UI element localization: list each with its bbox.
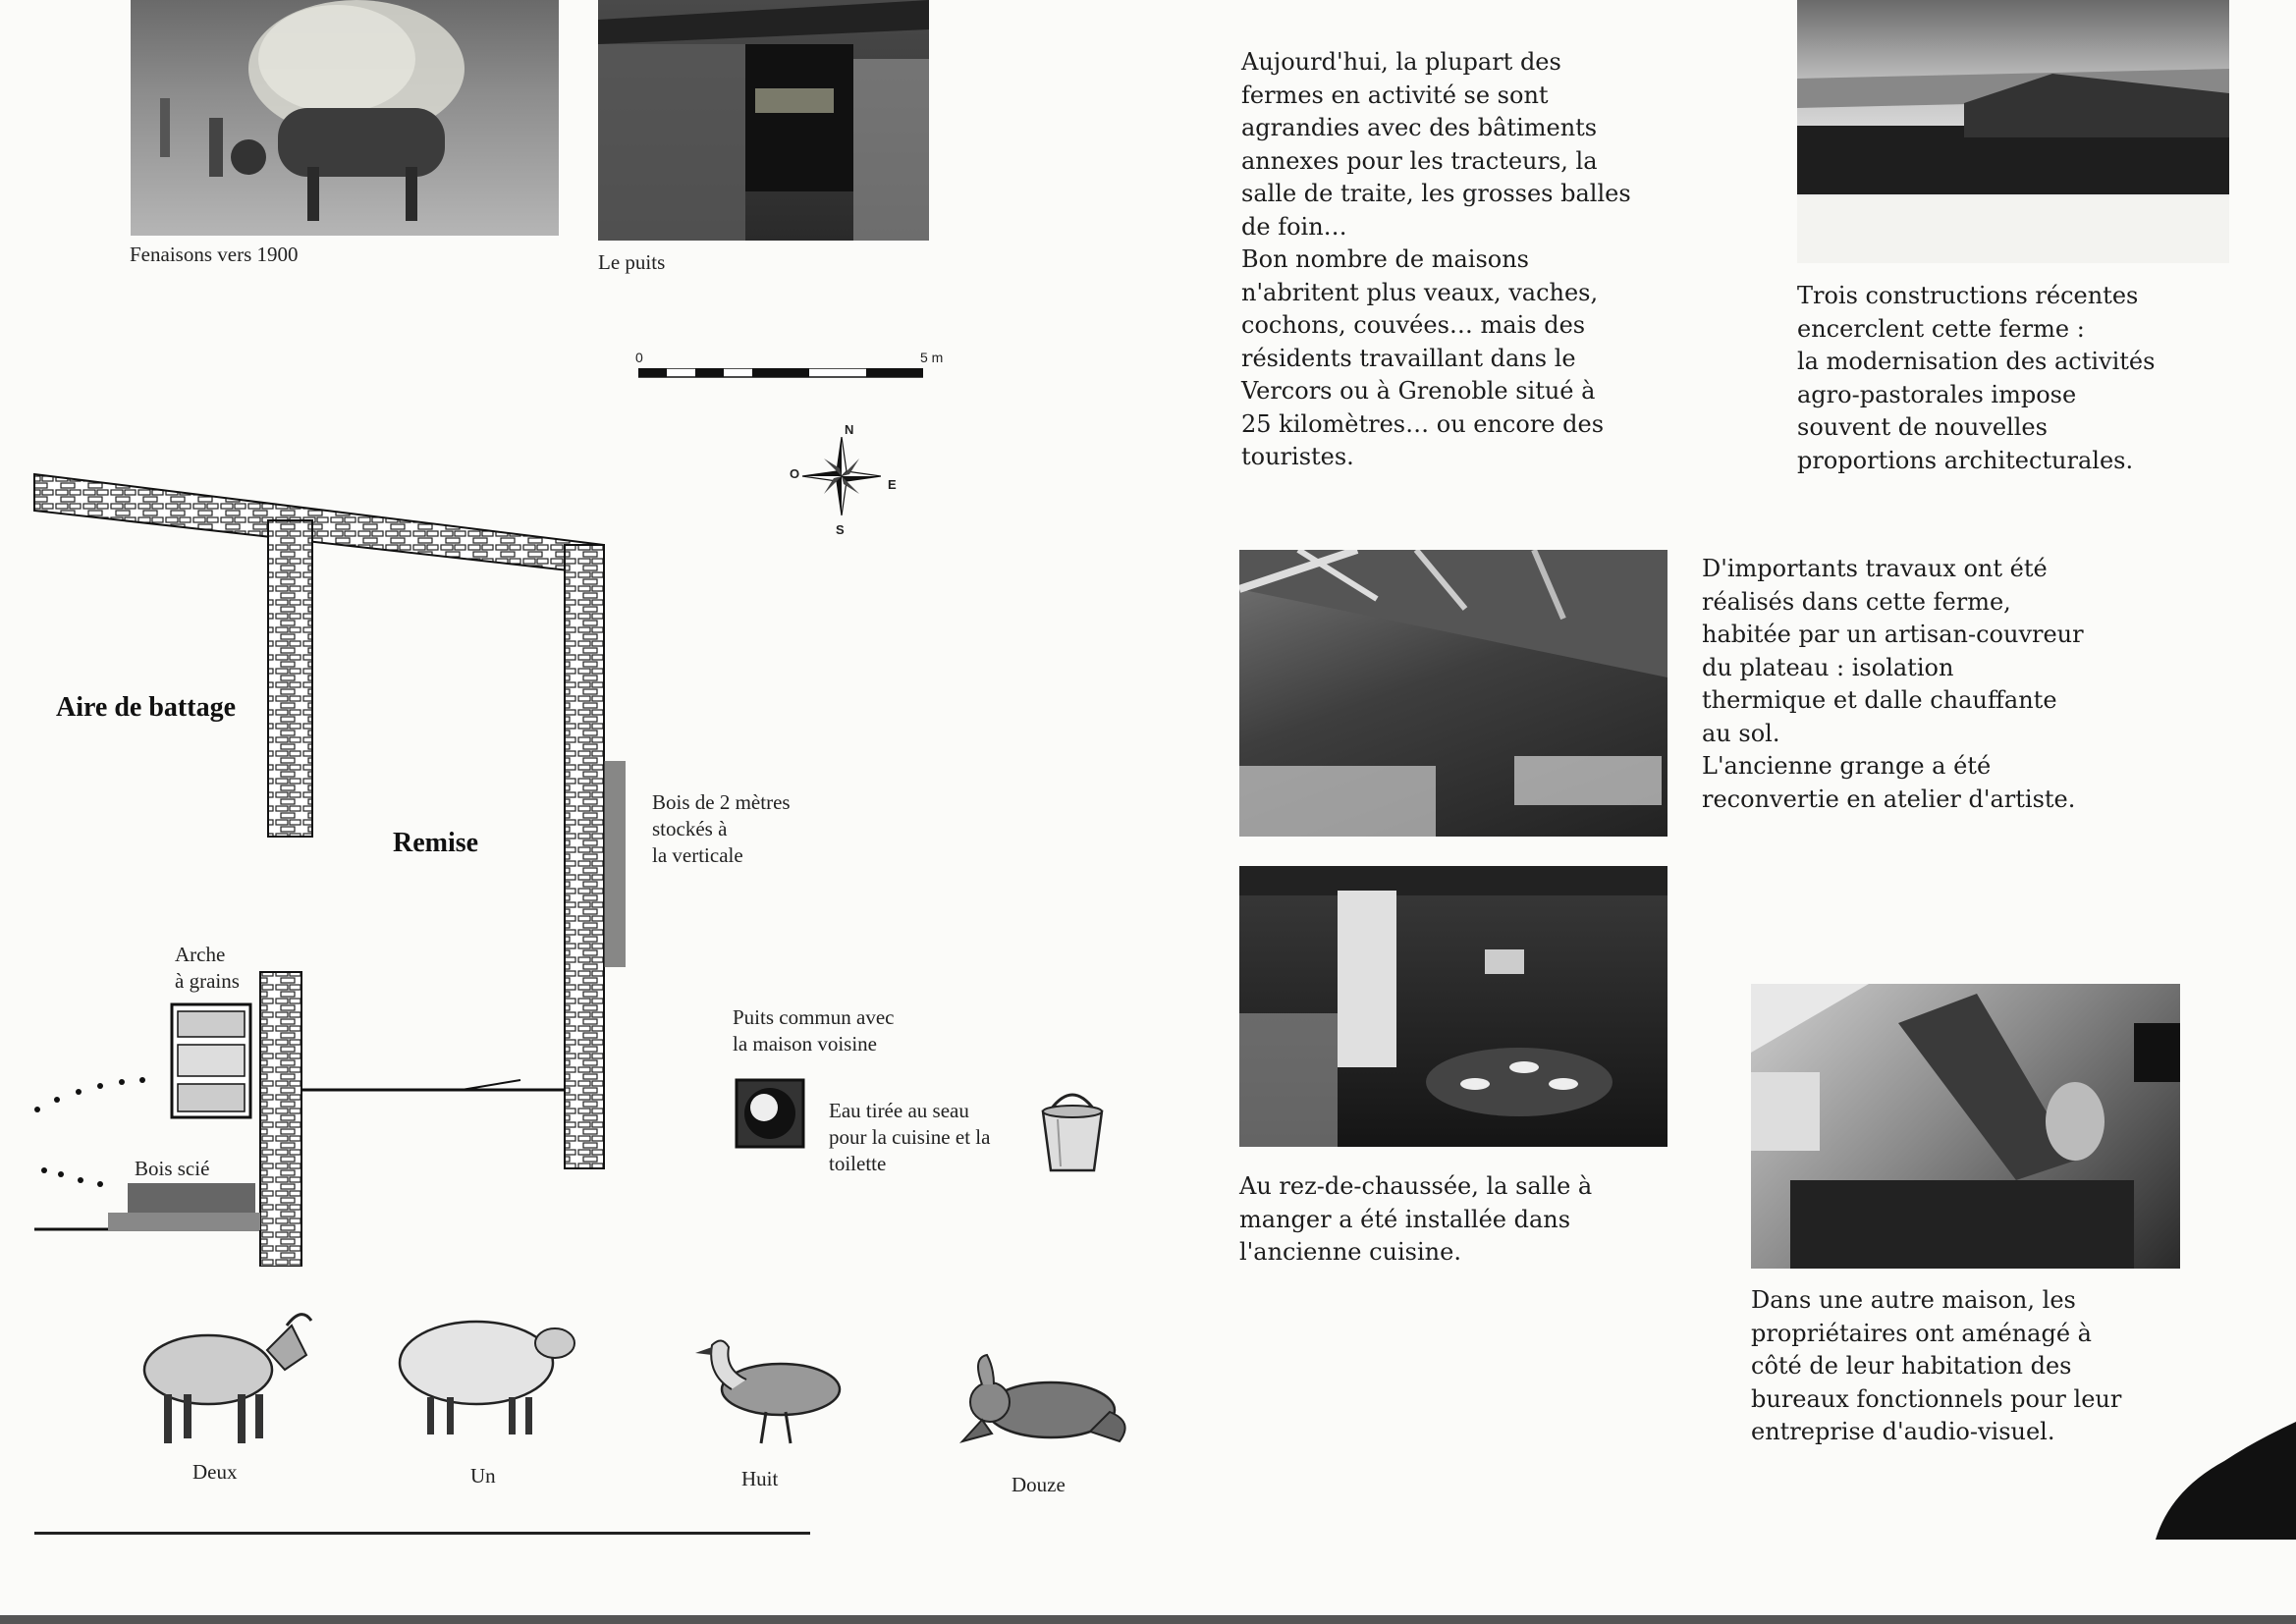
- workshop-photo: [1239, 550, 1667, 837]
- shed-label: Remise: [393, 828, 479, 858]
- text-dining: Au rez-de-chaussée, la salle à manger a été installée dans l'ancienne cuisine.: [1239, 1172, 1593, 1266]
- haymaking-caption: Fenaisons vers 1900: [130, 243, 299, 266]
- text-today: Aujourd'hui, la plupart des fermes en activité se sont agrandies avec des bâtiments annexes pour les tracteurs, la salle de traite, les grosses balles de foin… Bon nombre de maisons n'abritent plus veaux, vaches, cochons, couvées… mais des résidents travaillant dans le Vercors ou à Grenoble situé à 25 kilomètres… ou encore des touristes.: [1241, 48, 1631, 470]
- bottom-rule: [34, 1532, 810, 1535]
- compass-south: S: [836, 522, 845, 537]
- haymaking-photo: [131, 0, 559, 236]
- rabbit-count: Douze: [1011, 1473, 1066, 1496]
- scale-start-label: 0: [635, 350, 643, 365]
- page-corner-shadow: [2156, 1422, 2296, 1540]
- common-well-label: Puits commun avec la maison voisine: [733, 1005, 895, 1056]
- scale-bar: [638, 368, 923, 378]
- grain-chest-label: Arche à grains: [175, 943, 240, 993]
- goose-icon: [687, 1335, 849, 1448]
- goat-count: Deux: [192, 1460, 238, 1484]
- text-offices: Dans une autre maison, les propriétaires ont aménagé à côté de leur habitation des bureaux fonctionnels pour leur entreprise d'audio-visuel.: [1751, 1286, 2122, 1445]
- wood-storage-label: Bois de 2 mètres stockés à la verticale: [652, 790, 791, 867]
- compass-north: N: [845, 422, 854, 437]
- dining-room-photo: [1239, 866, 1667, 1147]
- page-bottom-edge: [0, 1615, 2296, 1624]
- bucket-icon: [1033, 1080, 1112, 1173]
- compass-west: O: [790, 466, 800, 481]
- compass-east: E: [888, 477, 897, 492]
- rabbit-icon: [953, 1353, 1139, 1451]
- compass-rose-icon: [802, 437, 881, 515]
- well-caption: Le puits: [598, 250, 666, 274]
- goose-count: Huit: [741, 1467, 779, 1490]
- sheep-count: Un: [470, 1464, 496, 1488]
- well-icon: [735, 1078, 805, 1149]
- text-three-buildings: Trois constructions récentes encerclent cette ferme : la modernisation des activités agro-pastorales impose souvent de nouvelles proportions architecturales.: [1797, 282, 2156, 474]
- office-photo: [1751, 984, 2180, 1269]
- text-works: D'importants travaux ont été réalisés dans cette ferme, habitée par un artisan-couvreur du plateau : isolation thermique et dalle chauffante au sol. L'ancienne grange a été reconvertie en atelier d'artiste.: [1702, 555, 2084, 813]
- scale-end-label: 5 m: [920, 350, 944, 365]
- well-photo: [598, 0, 929, 241]
- goat-icon: [130, 1301, 316, 1448]
- sheep-icon: [393, 1309, 579, 1436]
- sawn-wood-label: Bois scié: [135, 1157, 210, 1180]
- threshing-area-label: Aire de battage: [56, 692, 236, 723]
- floor-plan: [0, 461, 629, 1267]
- water-bucket-label: Eau tirée au seau pour la cuisine et la toilette: [829, 1099, 991, 1175]
- farm-snow-photo: [1797, 0, 2229, 263]
